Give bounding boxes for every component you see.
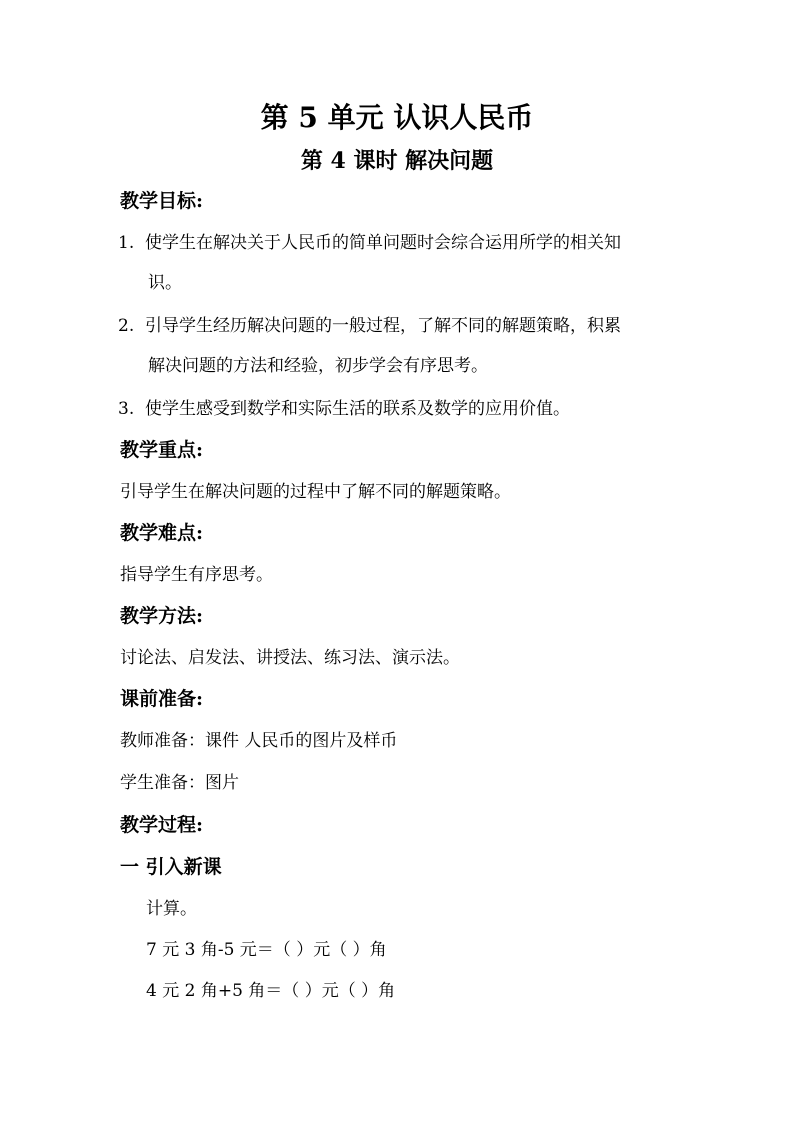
lesson-subtitle: 第 4 课时 解决问题 (300, 148, 494, 174)
objective-item-2-continued: 解决问题的方法和经验，初步学会有序思考。 (148, 356, 488, 376)
objective-text: 使学生感受到数学和实际生活的联系及数学的应用价值。 (145, 399, 570, 419)
teacher-preparation: 教师准备：课件 人民币的图片及样币 (120, 731, 398, 751)
methods-text: 讨论法、启发法、讲授法、练习法、演示法。 (120, 648, 460, 668)
objective-item-3 (118, 401, 570, 418)
difficulties-heading: 教学难点: (120, 522, 204, 544)
page-title: 第 5 单元 认识人民币 (260, 101, 534, 134)
calculation-prompt: 计算。 (146, 899, 197, 919)
calculation-problem-1: 7 元 3 角-5 元＝（ ）元（ ）角 (146, 940, 387, 960)
methods-heading: 教学方法: (120, 605, 204, 627)
calculation-problem-2: 4 元 2 角+5 角＝（ ）元（ ）角 (146, 981, 396, 1001)
process-heading: 教学过程: (120, 814, 204, 836)
key-points-heading: 教学重点: (120, 439, 204, 461)
difficulties-text: 指导学生有序思考。 (120, 565, 273, 585)
objective-item-1 (118, 235, 621, 252)
objective-item-1-continued: 识。 (148, 273, 182, 293)
objective-text: 使学生在解决关于人民币的简单问题时会综合运用所学的相关知 (145, 233, 621, 253)
objective-text: 引导学生经历解决问题的一般过程，了解不同的解题策略，积累 (145, 316, 621, 336)
student-preparation: 学生准备：图片 (120, 773, 239, 793)
objective-item-2 (118, 318, 621, 335)
preparation-heading: 课前准备: (120, 688, 204, 710)
key-points-text: 引导学生在解决问题的过程中了解不同的解题策略。 (120, 482, 511, 502)
section-title-introduction: 一 引入新课 (120, 856, 222, 878)
objectives-heading: 教学目标: (120, 190, 204, 212)
objective-number: 2. (118, 316, 135, 336)
objective-number: 1. (118, 233, 135, 253)
objective-number: 3. (118, 399, 135, 419)
